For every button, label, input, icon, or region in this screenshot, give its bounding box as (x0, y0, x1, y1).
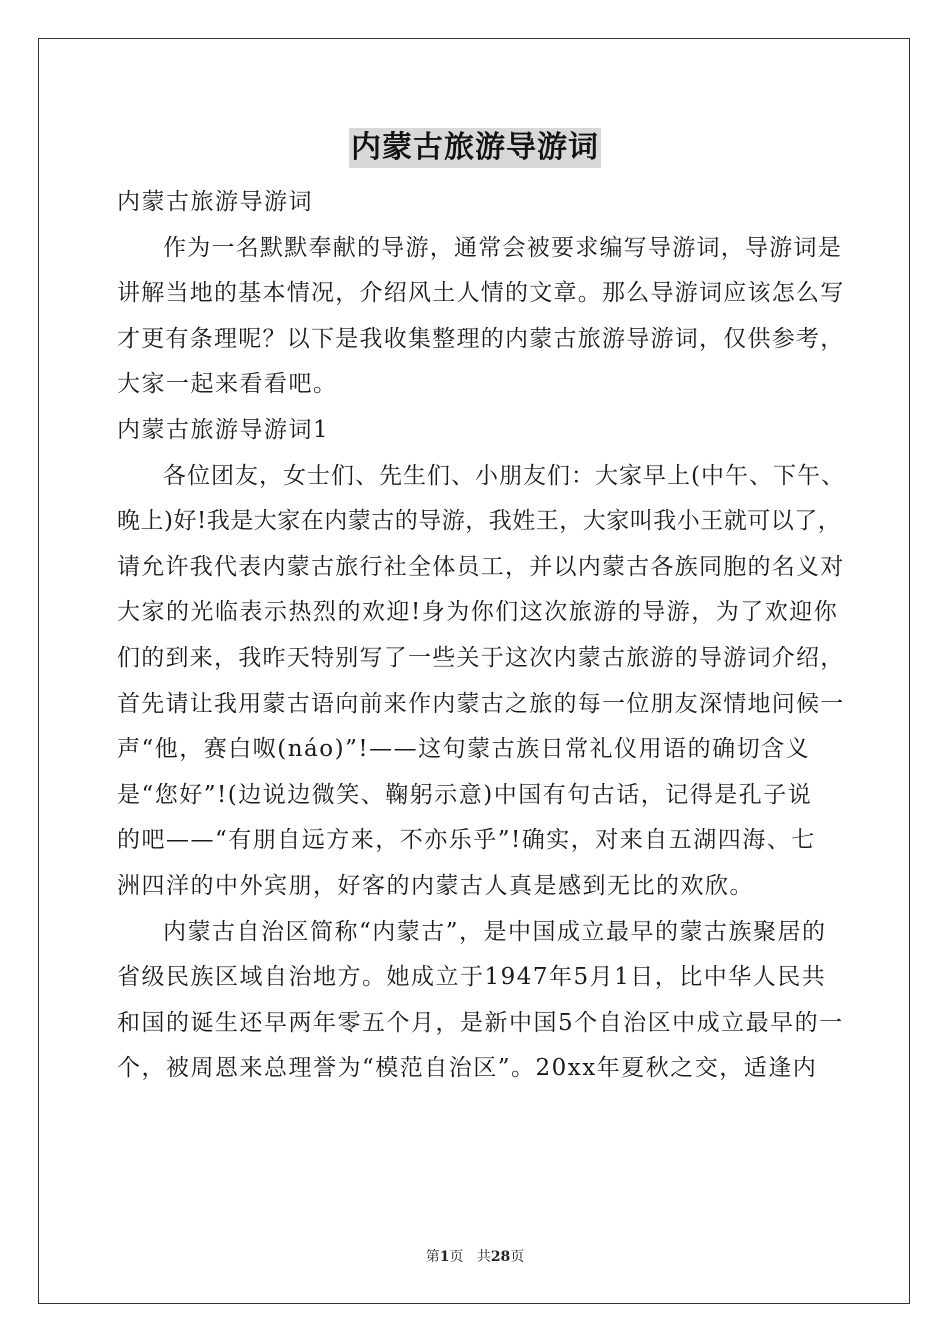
text-line: 请允许我代表内蒙古旅行社全体员工，并以内蒙古各族同胞的名义对 (117, 553, 845, 580)
text-line: 内蒙古旅游导游词1 (117, 416, 330, 443)
document-title: 内蒙古旅游导游词 (349, 128, 601, 168)
page-footer (0, 1246, 950, 1266)
page-total: 28 (490, 1249, 511, 1265)
page-suffix: 页 (449, 1249, 464, 1265)
text-line: 大家一起来看看吧。 (117, 371, 338, 398)
text-line: 和国的诞生还早两年零五个月，是新中国5个自治区中成立最早的一 (117, 1009, 844, 1036)
page-current: 1 (439, 1249, 450, 1265)
title-container (0, 128, 950, 168)
page-prefix: 第 (425, 1249, 440, 1265)
total-prefix: 共 (476, 1249, 491, 1265)
text-line: 才更有条理呢？以下是我收集整理的内蒙古旅游导游词，仅供参考， (117, 325, 845, 352)
text-line: 首先请让我用蒙古语向前来作内蒙古之旅的每一位朋友深情地问候一 (117, 690, 845, 717)
text-line: 大家的光临表示热烈的欢迎!身为你们这次旅游的导游，为了欢迎你 (117, 599, 839, 626)
document-body (117, 180, 847, 1092)
text-line: 声“他，赛白呶(náo)”!——这句蒙古族日常礼仪用语的确切含义 (117, 736, 811, 763)
text-line: 们的到来，我昨天特别写了一些关于这次内蒙古旅游的导游词介绍， (117, 644, 845, 671)
text-line: 洲四洋的中外宾朋，好客的内蒙古人真是感到无比的欢欣。 (117, 872, 754, 899)
text-line: 各位团友，女士们、先生们、小朋友们：大家早上(中午、下午、 (163, 462, 845, 489)
text-line: 内蒙古自治区简称“内蒙古”，是中国成立最早的蒙古族聚居的 (163, 918, 827, 945)
text-line: 省级民族区域自治地方。她成立于1947年5月1日，比中华人民共 (117, 964, 827, 991)
text-line: 内蒙古旅游导游词 (117, 189, 313, 215)
text-line: 讲解当地的基本情况，介绍风土人情的文章。那么导游词应该怎么写 (117, 280, 845, 307)
text-line: 是“您好”!(边说边微笑、鞠躬示意)中国有句古话，记得是孔子说 (117, 781, 813, 808)
text-line: 晚上)好!我是大家在内蒙古的导游，我姓王，大家叫我小王就可以了， (117, 508, 842, 535)
text-line: 作为一名默默奉献的导游，通常会被要求编写导游词，导游词是 (163, 234, 842, 261)
text-line: 个，被周恩来总理誉为“模范自治区”。20xx年夏秋之交，适逢内 (117, 1055, 818, 1082)
total-suffix: 页 (510, 1249, 525, 1265)
text-line: 的吧——“有朋自远方来，不亦乐乎”!确实，对来自五湖四海、七 (117, 827, 816, 854)
